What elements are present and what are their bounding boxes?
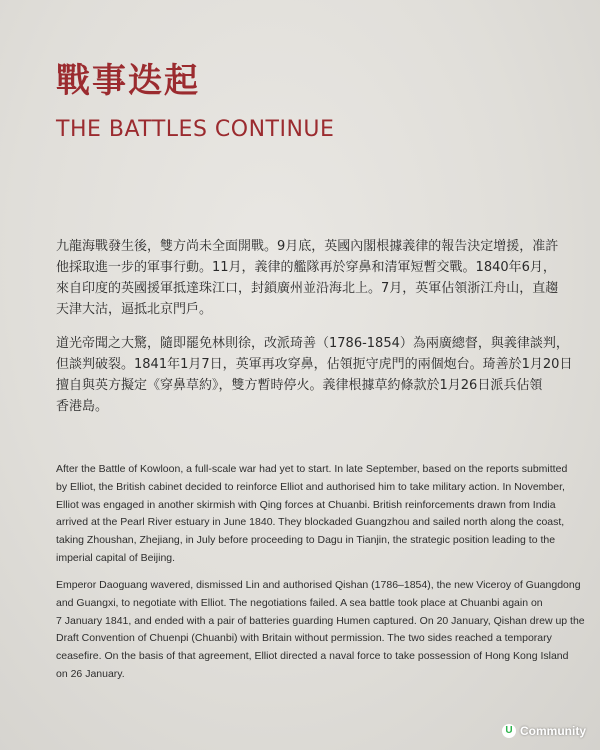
text-line: 但談判破裂。1841年1月7日，英軍再攻穿鼻，佔領扼守虎門的兩個炮台。琦善於1月20日 bbox=[56, 357, 573, 372]
chinese-paragraph-1 bbox=[56, 236, 559, 320]
text-line: Emperor Daoguang wavered, dismissed Lin and authorised Qishan (1786–1854), the new Viceroy of Guangdong bbox=[56, 579, 581, 591]
text-line: and Guangxi, to negotiate with Elliot. The negotiations failed. A sea battle took place at Chuanbi again on bbox=[56, 596, 543, 609]
text-line: Draft Convention of Chuenpi (Chuanbi) with Britain without permission. The two sides reached a temporary bbox=[56, 632, 552, 645]
english-paragraph-2 bbox=[56, 577, 585, 684]
chinese-paragraph-2 bbox=[56, 333, 573, 417]
text-line: 擅自與英方擬定《穿鼻草約》，雙方暫時停火。義律根據草約條款於1月26日派兵佔領 bbox=[56, 378, 543, 393]
text-line: taking Zhoushan, Zhejiang, in July before proceeding to Dagu in Tianjin, the strategic position leading to the bbox=[56, 534, 556, 547]
heading-chinese: 戰事迭起 bbox=[56, 61, 200, 101]
text-line: 道光帝聞之大驚，隨即罷免林則徐，改派琦善（1786-1854）為兩廣總督，與義律談判， bbox=[56, 336, 569, 351]
text-line: 香港島。 bbox=[56, 399, 109, 414]
text-line: 九龍海戰發生後，雙方尚未全面開戰。9月底，英國內閣根據義律的報告決定增援，准許 bbox=[56, 239, 559, 254]
text-line: 他採取進一步的軍事行動。11月，義律的艦隊再於穿鼻和清軍短暫交戰。1840年6月， bbox=[56, 260, 556, 275]
text-line: 7 January 1841, and ended with a pair of batteries guarding Humen captured. On 20 January, Qishan drew up the bbox=[56, 614, 585, 627]
community-watermark bbox=[502, 724, 586, 738]
text-line: ceasefire. On the basis of that agreement, Elliot directed a naval force to take possession of Hong Kong Island bbox=[56, 650, 569, 663]
text-line: 來自印度的英國援軍抵達珠江口，封鎖廣州並沿海北上。7月，英軍佔領浙江舟山，直趨 bbox=[56, 281, 559, 296]
text-line: imperial capital of Beijing. bbox=[56, 551, 176, 564]
english-paragraph-1 bbox=[56, 461, 566, 568]
text-line: on 26 January. bbox=[56, 667, 125, 680]
text-line: 天津大沽，逼抵北京門戶。 bbox=[56, 302, 213, 317]
text-line: by Elliot, the British cabinet decided to reinforce Elliot and authorised him to take military action. In November, bbox=[56, 480, 565, 493]
text-line: arrived at the Pearl River estuary in June 1840. They blockaded Guangzhou and sailed north along the coast, bbox=[56, 516, 565, 529]
text-line: Elliot was engaged in another skirmish with Qing forces at Chuanbi. British reinforcements drawn from India bbox=[56, 498, 556, 511]
text-line: After the Battle of Kowloon, a full-scale war had yet to start. In late September, based on the reports submitted bbox=[56, 463, 568, 475]
community-logo-icon: U bbox=[502, 724, 516, 738]
watermark-text: Community bbox=[520, 724, 586, 738]
heading-english: THE BATTLES CONTINUE bbox=[56, 117, 335, 142]
